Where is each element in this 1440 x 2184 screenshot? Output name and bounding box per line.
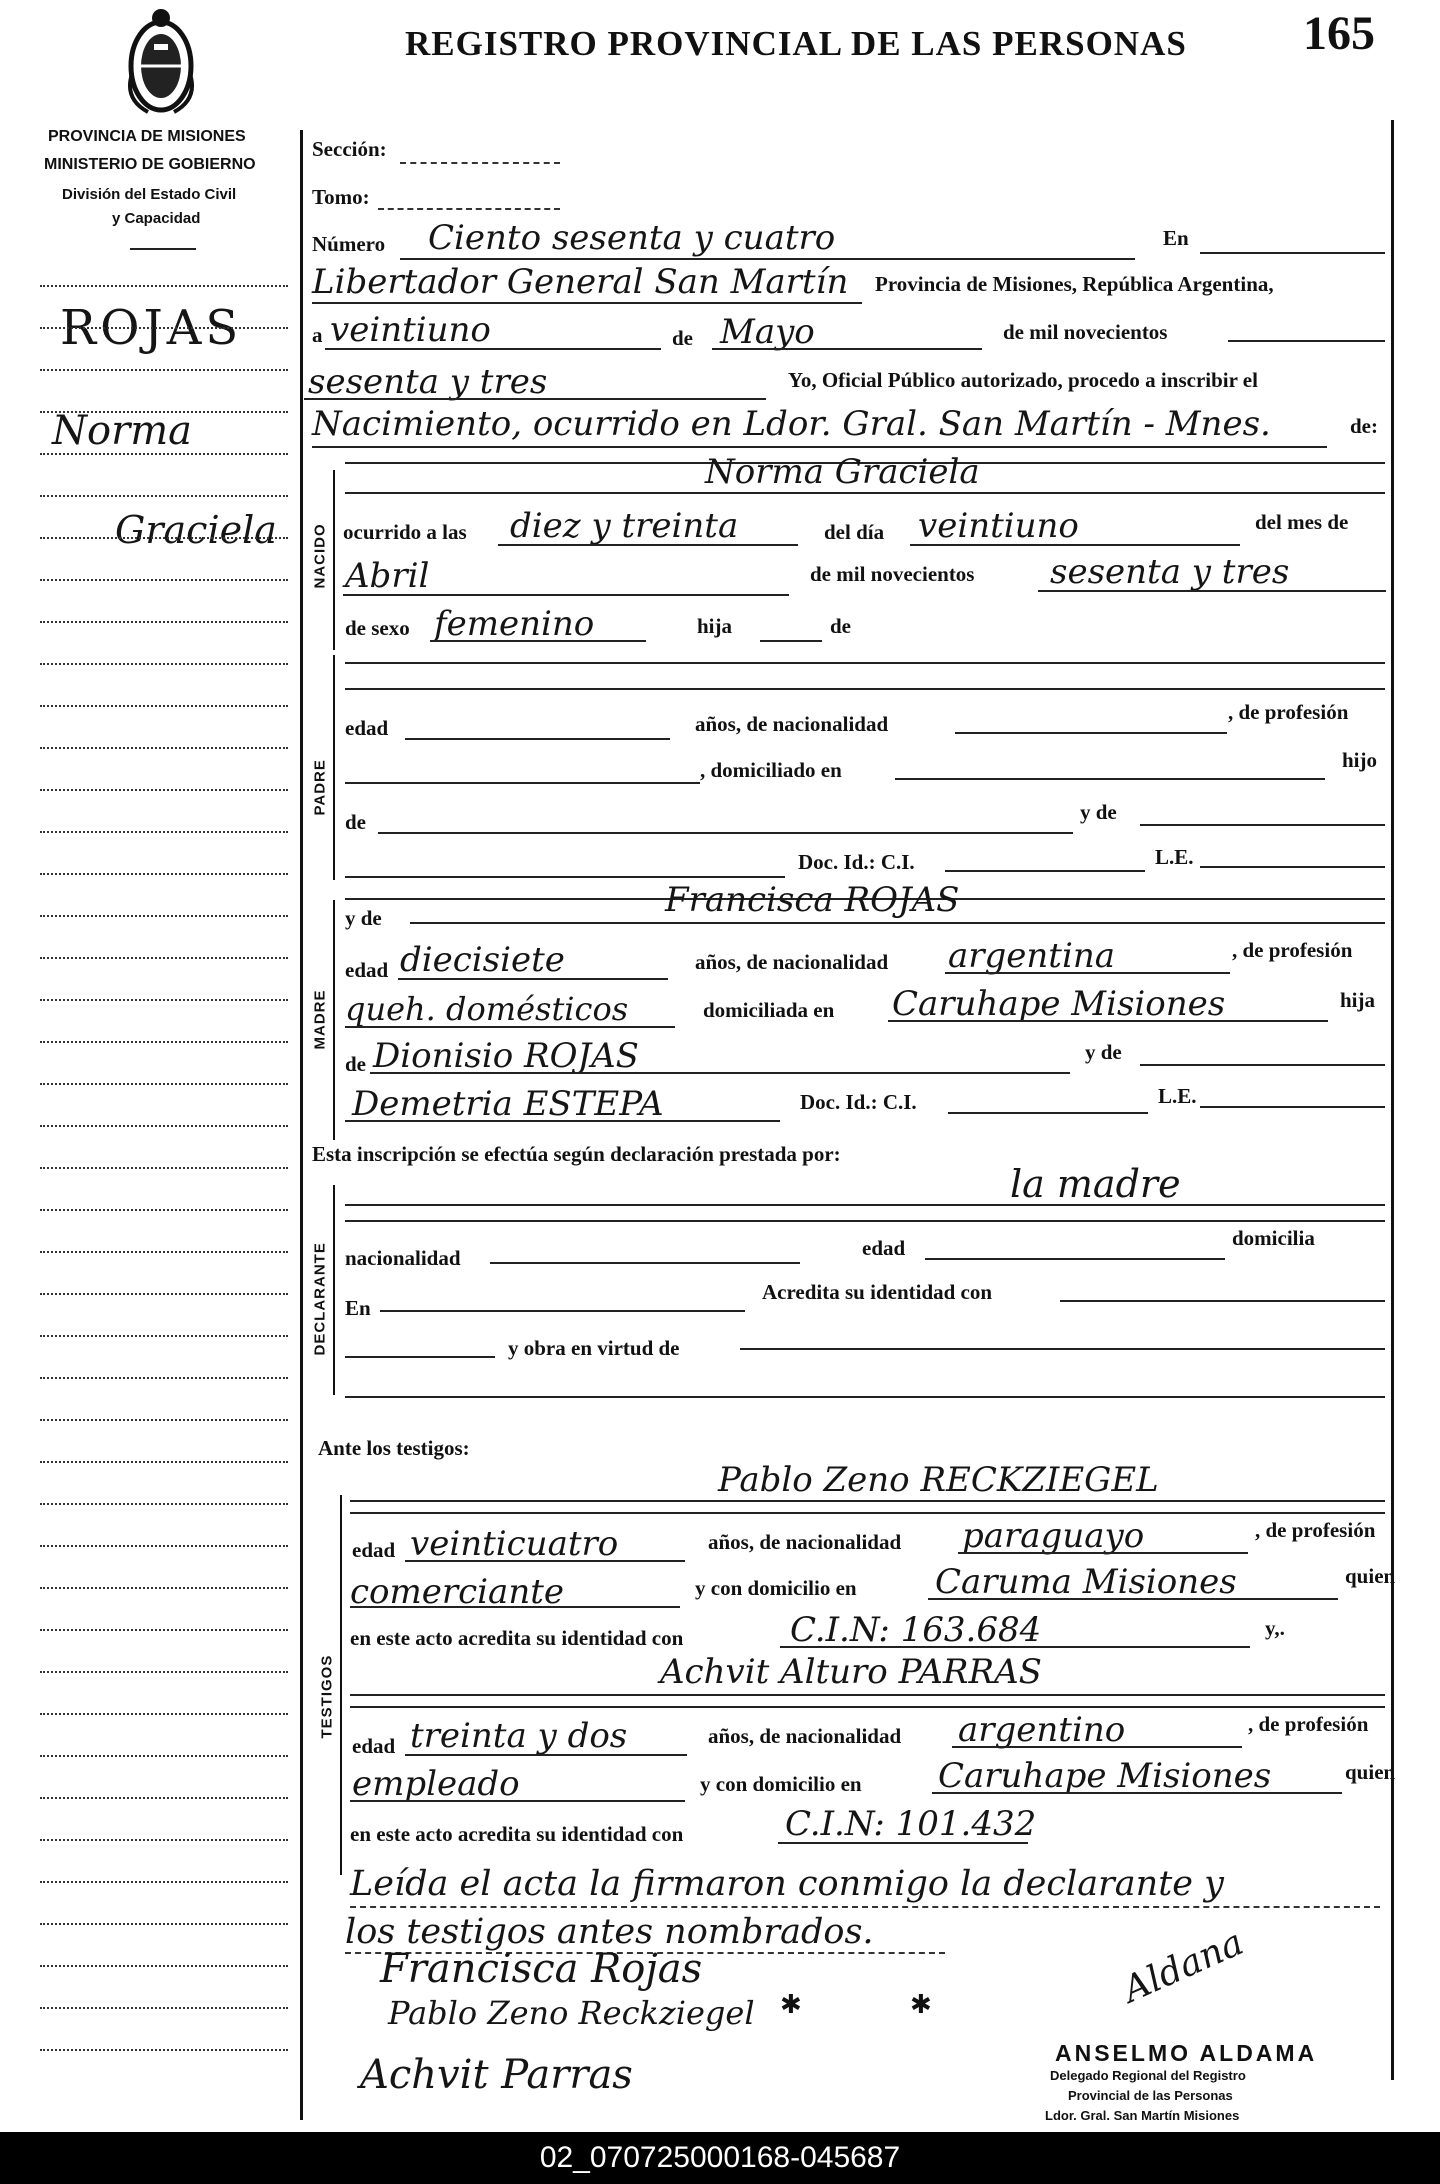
testigo2-nombre-value: Achvit Alturo PARRAS [660, 1652, 1042, 1692]
en-label: En [1163, 226, 1189, 250]
margin-rule-line [40, 831, 288, 833]
star-mark-icon: ✱ [910, 1990, 932, 2019]
signature-1: Francisca Rojas [380, 1946, 703, 1992]
tomo-line [378, 208, 560, 210]
margin-rule-line [40, 1293, 288, 1295]
acredita-line [1060, 1300, 1385, 1302]
margin-rule-line [40, 957, 288, 959]
testigo2-quien-label: quien [1345, 1760, 1396, 1784]
nacido-name-line [345, 492, 1385, 494]
nacido-bar [333, 470, 335, 650]
madre-name-line [410, 922, 1385, 924]
margin-rule-line [40, 1839, 288, 1841]
margin-rule-line [40, 1545, 288, 1547]
testigo1-doc-line [780, 1646, 1250, 1648]
testigo2-anos-label: años, de nacionalidad [708, 1724, 902, 1748]
madre-le-label: L.E. [1158, 1084, 1197, 1108]
testigo1-name-line [350, 1500, 1385, 1502]
margin-rule-line [40, 285, 288, 287]
margin-rule-line [40, 327, 288, 329]
madre-ci-line [948, 1112, 1148, 1114]
margin-rule-line [40, 411, 288, 413]
lugar-value: Libertador General San Martín [312, 262, 849, 302]
anio-inscripcion-value: sesenta y tres [308, 362, 548, 402]
mes-nac-line [343, 594, 789, 596]
padre-padre-line [378, 832, 1073, 834]
madre-edad-value: diecisiete [400, 940, 565, 980]
testigo1-nombre-value: Pablo Zeno RECKZIEGEL [718, 1460, 1159, 1500]
official-title-1: Delegado Regional del Registro [1050, 2068, 1246, 2083]
testigo1-edad-line [405, 1560, 685, 1562]
official-title-3: Ldor. Gral. San Martín Misiones [1045, 2108, 1240, 2123]
mes-nac-value: Abril [345, 556, 430, 596]
madre-dom-line [888, 1020, 1328, 1022]
de-colon-label: de: [1350, 414, 1378, 438]
tomo-label: Tomo: [312, 185, 370, 209]
section-padre-label: PADRE [311, 759, 329, 816]
madre-madre2-line [345, 1120, 780, 1122]
margin-rule-line [40, 1461, 288, 1463]
margin-rule-line [40, 1041, 288, 1043]
form-left-border [300, 130, 303, 2120]
signature-2: Pablo Zeno Reckziegel [388, 1994, 755, 2032]
testigo1-quien-label: quien [1345, 1564, 1396, 1588]
de-mil-label: de mil novecientos [1003, 320, 1168, 344]
margin-rule-line [40, 789, 288, 791]
nacido-name-value: Norma Graciela [705, 452, 980, 492]
testigo2-profesion-value: empleado [352, 1764, 520, 1804]
margin-rule-line [40, 1167, 288, 1169]
margin-rule-line [40, 999, 288, 1001]
madre-prof-line [345, 1026, 675, 1028]
acto-line [312, 446, 1327, 448]
padre-name-line [345, 688, 1385, 690]
de-label: de [672, 326, 693, 350]
hija-label: hija [697, 614, 733, 638]
margin-surname: ROJAS [60, 300, 243, 356]
madre-bar [333, 900, 335, 1140]
margin-rule-line [40, 1419, 288, 1421]
madre-anos-label: años, de nacionalidad [695, 950, 889, 974]
de-mil-line [1228, 340, 1385, 342]
madre-hija-label: hija [1340, 988, 1376, 1012]
margin-rule-line [40, 369, 288, 371]
padre-ci-line [945, 870, 1145, 872]
numero-line [400, 258, 1135, 260]
declarante-name-line [345, 1204, 1385, 1206]
closing-line-2: los testigos antes nombrados. [345, 1912, 874, 1952]
mes-inscripcion-line [712, 348, 982, 350]
section-nacido-label: NACIDO [311, 523, 329, 589]
madre-doc-label: Doc. Id.: C.I. [800, 1090, 917, 1114]
testigo1-dom-line [928, 1598, 1338, 1600]
testigo2-domicilio-value: Caruhape Misiones [938, 1756, 1272, 1796]
testigo1-y-label: y,. [1265, 1616, 1285, 1640]
margin-rule-line [40, 1377, 288, 1379]
declarante-value: la madre [1010, 1162, 1181, 1206]
madre-edad-label: edad [345, 958, 389, 982]
ocurrido-label: ocurrido a las [343, 520, 467, 544]
star-mark-icon: ✱ [780, 1990, 802, 2019]
official-name: ANSELMO ALDAMA [1055, 2040, 1318, 2066]
testigo2-doc-line [778, 1842, 1028, 1844]
margin-rule-line [40, 621, 288, 623]
padre-hijo-label: hijo [1342, 748, 1378, 772]
padre-y-de-label: y de [1080, 800, 1117, 824]
declarante-nac-line [490, 1262, 800, 1264]
padre-madre-line [1140, 824, 1385, 826]
padre-doc-label: Doc. Id.: C.I. [798, 850, 915, 874]
declarante-edad-label: edad [862, 1236, 906, 1260]
agency-line-2: MINISTERIO DE GOBIERNO [44, 156, 256, 173]
declarante-en-label: En [345, 1296, 371, 1320]
margin-rule-line [40, 705, 288, 707]
agency-line-1: PROVINCIA DE MISIONES [48, 128, 246, 145]
padre-de-label: de [345, 810, 366, 834]
testigo1-edad-label: edad [352, 1538, 396, 1562]
agency-line-3: División del Estado Civil [62, 186, 237, 203]
numero-value: Ciento sesenta y cuatro [428, 218, 836, 258]
del-dia-label: del día [824, 520, 885, 544]
margin-rule-line [40, 1713, 288, 1715]
testigo2-prof-line [350, 1800, 685, 1802]
dia-nac-line [910, 544, 1240, 546]
padre-edad-label: edad [345, 716, 389, 740]
declarante-bar [333, 1185, 335, 1395]
madre-domicilio-value: Caruhape Misiones [892, 984, 1226, 1024]
testigo2-name-line [350, 1694, 1385, 1696]
de-hija-label: de [830, 614, 851, 638]
testigo2-acredita-label: en este acto acredita su identidad con [350, 1822, 684, 1846]
margin-rule-line [40, 1587, 288, 1589]
sexo-value: femenino [434, 604, 595, 644]
obra-line [740, 1348, 1385, 1350]
padre-domicilio-label: , domiciliado en [700, 758, 842, 782]
testigo1-doc-value: C.I.N: 163.684 [790, 1610, 1042, 1650]
signature-3: Achvit Parras [360, 2052, 633, 2098]
del-mes-label: del mes de [1255, 510, 1349, 534]
provincia-label: Provincia de Misiones, República Argentina, [875, 272, 1274, 296]
declarante-final-line [345, 1396, 1385, 1398]
madre-edad-line [398, 978, 668, 980]
padre-bar [333, 655, 335, 880]
margin-rule-line [40, 2007, 288, 2009]
seccion-label: Sección: [312, 137, 387, 161]
madre-profesion-value: queh. domésticos [345, 990, 629, 1028]
margin-rule-line [40, 1503, 288, 1505]
madre-nombre-value: Francisca ROJAS [665, 880, 960, 920]
madre-profesion-label: , de profesión [1232, 938, 1353, 962]
declarante-name-line-2 [345, 1220, 1385, 1222]
obra-label: y obra en virtud de [508, 1336, 680, 1360]
margin-rule-line [40, 495, 288, 497]
margin-middle-name: Graciela [115, 508, 277, 552]
margin-rule-line [40, 1629, 288, 1631]
margin-rule-line [40, 537, 288, 539]
agency-line-4: y Capacidad [112, 210, 201, 227]
declarante-en-line [380, 1310, 745, 1312]
testigo2-profesion-label: , de profesión [1248, 1712, 1369, 1736]
margin-rule-line [40, 1083, 288, 1085]
padre-dom-line [895, 778, 1325, 780]
margin-rule-line [40, 1209, 288, 1211]
testigo2-domicilio-label: y con domicilio en [700, 1772, 862, 1796]
testigo2-edad-label: edad [352, 1734, 396, 1758]
dia-nac-value: veintiuno [918, 506, 1079, 546]
anio-nac-line [1038, 590, 1386, 592]
declarante-doc-line [345, 1356, 495, 1358]
padre-le-label: L.E. [1155, 845, 1194, 869]
margin-rule-line [40, 747, 288, 749]
acto-value: Nacimiento, ocurrido en Ldor. Gral. San Martín - Mnes. [312, 404, 1271, 444]
testigo1-domicilio-value: Caruma Misiones [935, 1562, 1237, 1602]
madre-nac-value: argentina [948, 936, 1116, 976]
declarante-nac-label: nacionalidad [345, 1246, 461, 1270]
margin-rule-line [40, 1335, 288, 1337]
signature-4: Aldana [1117, 1922, 1250, 2011]
margin-first-name: Norma [52, 408, 192, 454]
testigo1-acredita-label: en este acto acredita su identidad con [350, 1626, 684, 1650]
madre-domicilio-label: domiciliada en [703, 998, 835, 1022]
testigo1-prof-line [350, 1606, 680, 1608]
margin-rule-line [40, 453, 288, 455]
inscripcion-label: Esta inscripción se efectúa según declaración prestada por: [312, 1142, 841, 1166]
madre-padre-value: Dionisio ROJAS [373, 1036, 639, 1076]
testigo2-edad-line [405, 1754, 687, 1756]
margin-rule-line [40, 1755, 288, 1757]
padre-anos-label: años, de nacionalidad [695, 712, 889, 736]
official-title-2: Provincial de las Personas [1068, 2088, 1233, 2103]
padre-edad-line [405, 738, 670, 740]
testigos-label: Ante los testigos: [318, 1436, 470, 1460]
footer-image-id: 02_070725000168-045687 [0, 2132, 1440, 2184]
numero-label: Número [312, 232, 386, 256]
closing-line-1: Leída el acta la firmaron conmigo la declarante y [350, 1864, 1224, 1904]
testigo1-edad-value: veinticuatro [410, 1524, 619, 1564]
margin-rule-line [40, 579, 288, 581]
padre-nac-line [955, 732, 1227, 734]
padre-prof-line [345, 782, 700, 784]
declarante-edad-line [925, 1258, 1225, 1260]
padre-le-line [1200, 866, 1385, 868]
madre-y-de-label: y de [345, 906, 382, 930]
lugar-line [312, 302, 862, 304]
padre-name-line-top [345, 662, 1385, 664]
sexo-line [430, 640, 646, 642]
testigo2-doc-value: C.I.N: 101.432 [785, 1804, 1037, 1844]
margin-rule-line [40, 1965, 288, 1967]
madre-nac-line [945, 972, 1230, 974]
testigos-bar [340, 1495, 342, 1875]
margin-rule-line [40, 2049, 288, 2051]
madre-le-line [1200, 1106, 1385, 1108]
section-madre-label: MADRE [311, 989, 329, 1050]
margin-rule-line [40, 1671, 288, 1673]
margin-rule-line [40, 1125, 288, 1127]
dia-inscripcion-value: veintiuno [330, 310, 491, 350]
a-label: a [312, 323, 323, 347]
dia-inscripcion-line [325, 348, 661, 350]
margin-rule-line [40, 1881, 288, 1883]
section-testigos-label: TESTIGOS [318, 1654, 336, 1739]
agency-rule [130, 248, 196, 250]
de-mil-nac-label: de mil novecientos [810, 562, 975, 586]
madre-de-label: de [345, 1052, 366, 1076]
testigo1-name-line-2 [350, 1512, 1385, 1514]
testigo2-nac-value: argentino [958, 1710, 1126, 1750]
testigo1-anos-label: años, de nacionalidad [708, 1530, 902, 1554]
testigo2-nac-line [952, 1746, 1242, 1748]
anio-inscripcion-line [304, 398, 766, 400]
testigo1-domicilio-label: y con domicilio en [695, 1576, 857, 1600]
margin-rule-line [40, 663, 288, 665]
sexo-label: de sexo [345, 616, 410, 640]
testigo1-nac-line [958, 1552, 1248, 1554]
padre-profesion-label: , de profesión [1228, 700, 1349, 724]
margin-rule-line [40, 915, 288, 917]
en-line [1200, 252, 1385, 254]
testigo2-dom-line [932, 1792, 1342, 1794]
testigo1-profesion-value: comerciante [350, 1572, 564, 1612]
testigo1-nac-value: paraguayo [962, 1516, 1145, 1556]
hora-value: diez y treinta [510, 506, 739, 546]
closing-rule-1 [350, 1906, 1380, 1908]
margin-rule-line [40, 873, 288, 875]
document-title: REGISTRO PROVINCIAL DE LAS PERSONAS [405, 24, 1187, 63]
testigo1-profesion-label: , de profesión [1255, 1518, 1376, 1542]
padre-doc-line [345, 876, 785, 878]
margin-rule-line [40, 1923, 288, 1925]
testigo2-name-line-2 [350, 1706, 1385, 1708]
hora-line [498, 544, 798, 546]
margin-rule-line [40, 1797, 288, 1799]
declarante-domicilia-label: domicilia [1232, 1226, 1315, 1250]
acredita-label: Acredita su identidad con [762, 1280, 993, 1304]
yo-oficial-label: Yo, Oficial Público autorizado, procedo a inscribir el [788, 368, 1258, 392]
seccion-line [400, 162, 560, 164]
madre-madre-line [1140, 1064, 1385, 1066]
margin-rule-line [40, 1251, 288, 1253]
madre-padre-line [370, 1072, 1070, 1074]
section-declarante-label: DECLARANTE [311, 1242, 329, 1356]
form-right-border [1391, 120, 1394, 2080]
hija-line [760, 640, 822, 642]
coat-of-arms-emblem [118, 4, 204, 122]
madre-y-de2-label: y de [1085, 1040, 1122, 1064]
anio-nac-value: sesenta y tres [1050, 552, 1290, 592]
mes-inscripcion-value: Mayo [720, 312, 815, 352]
testigo2-edad-value: treinta y dos [410, 1716, 628, 1756]
page-number: 165 [1303, 7, 1375, 60]
madre-madre-value: Demetria ESTEPA [352, 1084, 664, 1124]
